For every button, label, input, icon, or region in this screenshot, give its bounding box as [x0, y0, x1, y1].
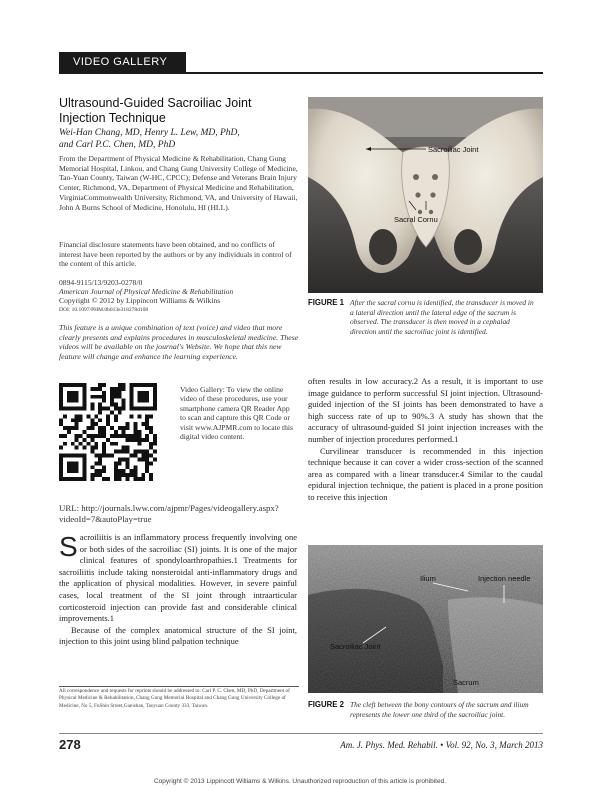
figure-1-caption-text: After the sacral cornu is identified, the transducer is moved in a lateral direction until the lateral edge of the sacrum is observed. The transducer is then moved in a cephalad direction until the sacroiliac joint is identified.: [349, 298, 534, 336]
fig2-label-ilium: Ilium: [420, 574, 436, 583]
body-para-1: acroiliitis is an inflammatory process frequently involving one or both sides of the sacroiliac (SI) joints. It is one of the major clinical features of spondyloarthropathies.1 Treatments for sacroiliitis include taking nonsteroidal anti-inflammatory drugs and the application of physical modalities. However, in severe painful cases, local treatment of the SI joint through intraarticular corticosteroid injection can provide fast and considerable clinical improvements.1: [59, 532, 297, 624]
authors-line-1: Wei-Han Chang, MD, Henry L. Lew, MD, PhD,: [59, 128, 240, 138]
fig1-label-sacral-cornu: Sacral Cornu: [394, 215, 438, 224]
drop-cap: S: [59, 531, 78, 562]
body-right-column: [308, 376, 543, 504]
authors-line-2: and Carl P.C. Chen, MD, PhD: [59, 140, 176, 150]
figure-1-image: [308, 97, 543, 293]
video-url[interactable]: URL: http://journals.lww.com/ajpmr/Pages/videogallery.aspx?videoId=7&autoPlay=true: [59, 503, 279, 524]
body-right-para-1: often results in low accuracy.2 As a result, it is important to use image guidance to perform successful SI joint injection. Ultrasound-guided injection of the SI joints has been demonstrated to have a high success rate of up to 90%.3 A study has shown that the accuracy of ultrasound-guided SI joint injection increases with the number of injection procedures performed.1: [308, 376, 543, 444]
feature-note: This feature is a unique combination of text (voice) and video that more clearly presents and explains procedures in musculoskeletal medicine. These videos will be available on the journal's Website. We hope that this new feature will change and enhance the learning experience.: [59, 323, 299, 361]
figure-2-caption: [308, 700, 543, 719]
journal-name: American Journal of Physical Medicine & Rehabilitation: [59, 287, 234, 297]
figure-1-label: FIGURE 1: [308, 298, 344, 307]
fig2-label-sacrum: Sacrum: [453, 678, 479, 687]
correspondence-footnote: All correspondence and requests for reprints should be addressed to: Carl P. C. Chen, MD, PhD, Department of Physical Medicine & Rehabilitation, Chang Gung Memorial Hospital and Chang Gung University College of Medicine, No 5, FuShin Street,Gueishan, Taoyuan County 333, Taiwan.: [59, 688, 290, 709]
article-meta: [59, 278, 299, 315]
fig1-label-sacroiliac: Sacroiliac Joint: [428, 145, 479, 154]
journal-citation: Am. J. Phys. Med. Rehabil. • Vol. 92, No. 3, March 2013: [340, 740, 543, 750]
footnote-rule: [59, 686, 299, 687]
header-rule: [59, 72, 543, 74]
body-left-column: [59, 532, 297, 648]
figure-2-image: [308, 545, 543, 693]
copyright-notice: Copyright © 2013 Lippincott Williams & Wilkins. Unauthorized reproduction of this article is prohibited.: [153, 778, 446, 785]
page-number: 278: [59, 737, 81, 752]
copyright-line: Copyright © 2012 by Lippincott Williams & Wilkins: [59, 296, 221, 306]
authors: [59, 127, 299, 151]
doi: DOI: 10.1097/PHM.0b013e318278d108: [59, 306, 149, 313]
title-line-2: Injection Technique: [59, 111, 166, 125]
figure-1-caption: [308, 298, 543, 336]
figure-2-caption-text: The cleft between the bony contours of the sacrum and ilium represents the lower one third of the sacroiliac joint.: [349, 700, 529, 719]
body-right-para-2: Curvilinear transducer is recommended in this injection technique because it can cover a wider cross-section of the scanned area as compared with a linear transducer.4 Similar to the caudal epidural injection technique, the patient is placed in a prone position to receive this injection: [308, 445, 543, 502]
figure-2-label: FIGURE 2: [308, 700, 344, 709]
article-title: [59, 96, 289, 126]
disclosure-statement: Financial disclosure statements have been obtained, and no conflicts of interest have been reported by the authors or by any individuals in control of the content of this article.: [59, 240, 292, 269]
fig2-label-needle: Injection needle: [478, 574, 531, 583]
video-gallery-text: Video Gallery: To view the online video of these procedures, use your smartphone camera QR Reader App to scan and capture this QR Code or visit www.AJPMR.com to locate this digital video content.: [180, 385, 293, 442]
title-line-1: Ultrasound-Guided Sacroiliac Joint: [59, 96, 252, 110]
footer-rule: [59, 733, 543, 734]
issn: 0894-9115/13/9203-0278/0: [59, 278, 143, 287]
section-banner: VIDEO GALLERY: [59, 52, 186, 72]
affiliation: From the Department of Physical Medicine & Rehabilitation, Chang Gung Memorial Hospital, Linkou, and Chang Gung University College of Medicine, Tao-Yuan County, Taiwan (W-HC, CPCC); Defense and Veterans Brain Injury Center, Richmond, VA, Department of Physical Medicine and Rehabilitation, VirginiaCommonwealth University, Richmond, VA, and University of Hawaii, John A Burns School of Medicine, Honolulu, HI (HLL).: [59, 154, 298, 212]
qr-code[interactable]: [59, 383, 157, 481]
fig2-label-sacroiliac: Sacroiliac Joint: [330, 642, 381, 651]
body-para-2: Because of the complex anatomical structure of the SI joint, injection to this joint using blind palpation technique: [59, 624, 297, 647]
